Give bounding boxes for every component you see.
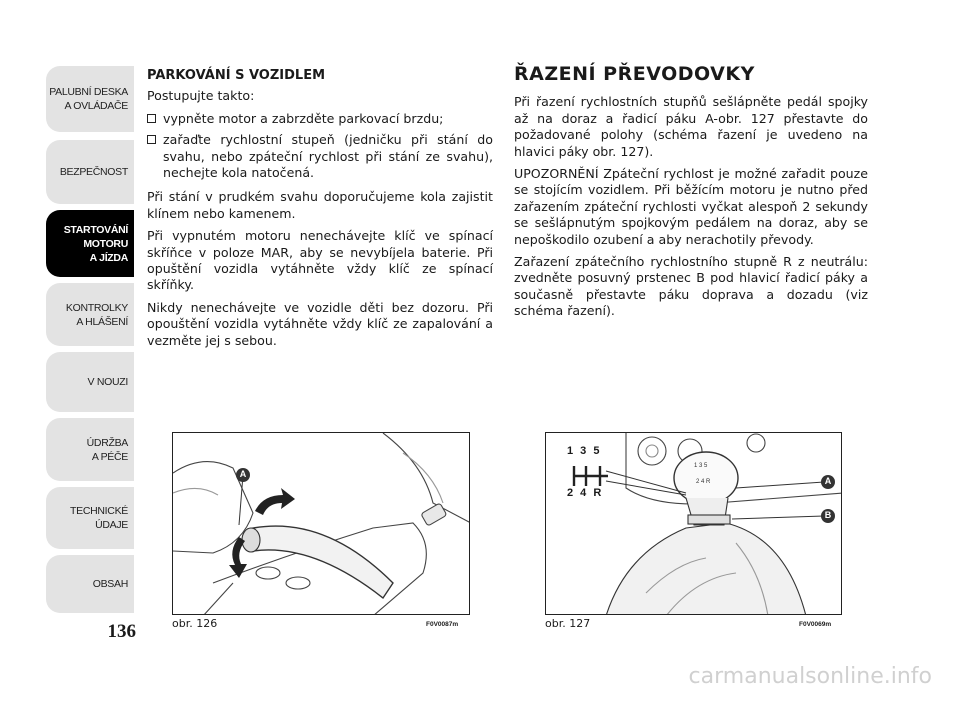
paragraph: Při vypnutém motoru nenechávejte klíč ve spínací skříňce v poloze MAR, aby se nevybíjela baterie. Při opuštění vozidla vytáhněte vždy klíč ze spínací skříňky. [147,228,493,293]
shift-pattern-bottom: 2 4 R [567,487,604,499]
gear-lever-illustration [546,433,842,615]
callout-a-label: A [824,476,832,486]
tab-palubni-deska[interactable]: PALUBNÍ DESKA A OVLÁDAČE [46,66,134,132]
figure-126-caption: obr. 126 [172,617,218,630]
tab-startovani[interactable]: STARTOVÁNÍ MOTORU A JÍZDA [46,210,134,277]
right-column [514,63,868,326]
paragraph: UPOZORNĚNÍ Zpáteční rychlost je možné zařadit pouze se stojícím vozidlem. Při běžícím motoru je nutno před zařazením zpáteční rychlosti vyčkat alespoň 2 sekundy se sešlápnutým spojkovým pedálem na doraz, aby se nepoškodilo ozubení a aby nerachotily převody. [514,166,868,247]
tab-v-nouzi[interactable]: V NOUZI [46,352,134,412]
left-column [147,68,493,355]
shift-pattern-icon [574,466,608,486]
tab-kontrolky[interactable]: KONTROLKY A HLÁŠENÍ [46,283,134,346]
checkbox-bullet-icon [147,135,156,144]
shift-pattern-top: 1 3 5 [567,445,602,457]
callout-a-label: A [239,469,247,479]
figure-127-caption: obr. 127 [545,617,591,630]
section-title-gearbox: ŘAZENÍ PŘEVODOVKY [514,63,755,85]
paragraph: Při stání v prudkém svahu doporučujeme kola zajistit klínem nebo kamenem. [147,189,493,221]
page-number: 136 [107,621,136,642]
tab-bezpecnost[interactable]: BEZPEČNOST [46,140,134,204]
list-item-text: zařaďte rychlostní stupeň (jedničku při stání do svahu, nebo zpáteční rychlost při stání ze svahu), nechejte kola natočená. [163,132,493,181]
paragraph: Zařazení zpátečního rychlostního stupně R z neutrálu: zvedněte posuvný prstenec B pod hlavicí řadicí páky a současně přestavte páku doprava a dozadu (viz schéma řazení). [514,254,868,319]
svg-text:1 3 5: 1 3 5 [694,463,708,469]
list-item [147,132,493,181]
tab-technicke-udaje[interactable]: TECHNICKÉ ÚDAJE [46,487,134,549]
svg-text:2 4 R: 2 4 R [696,479,711,485]
list-item [147,111,493,127]
figure-127-code: F0V0069m [799,621,832,628]
figure-126-code: F0V0087m [426,621,459,628]
intro-text: Postupujte takto: [147,88,255,104]
paragraph: Nikdy nenechávejte ve vozidle děti bez dozoru. Při opouštění vozidla vytáhněte vždy klíč ze zapalování a vezměte jej s sebou. [147,299,493,348]
checkbox-bullet-icon [147,114,156,123]
list-item-text: vypněte motor a zabrzděte parkovací brzdu; [163,110,444,126]
tab-obsah[interactable]: OBSAH [46,555,134,613]
figure-gear-lever [545,432,842,615]
figure-parking-brake [172,432,470,615]
callout-b-label: B [824,510,832,520]
parking-brake-illustration [173,433,470,615]
arrow-up-icon [255,488,295,515]
paragraph: Při řazení rychlostních stupňů sešlápněte pedál spojky až na doraz a řadicí páku A-obr. 127 přestavte do požadované polohy (schéma řazení je uvedeno na hlavici páky obr. 127). [514,94,868,159]
tab-udrzba[interactable]: ÚDRŽBA A PÉČE [46,418,134,481]
section-title-parking: PARKOVÁNÍ S VOZIDLEM [147,68,326,83]
watermark: carmanualsonline.info [688,664,932,689]
